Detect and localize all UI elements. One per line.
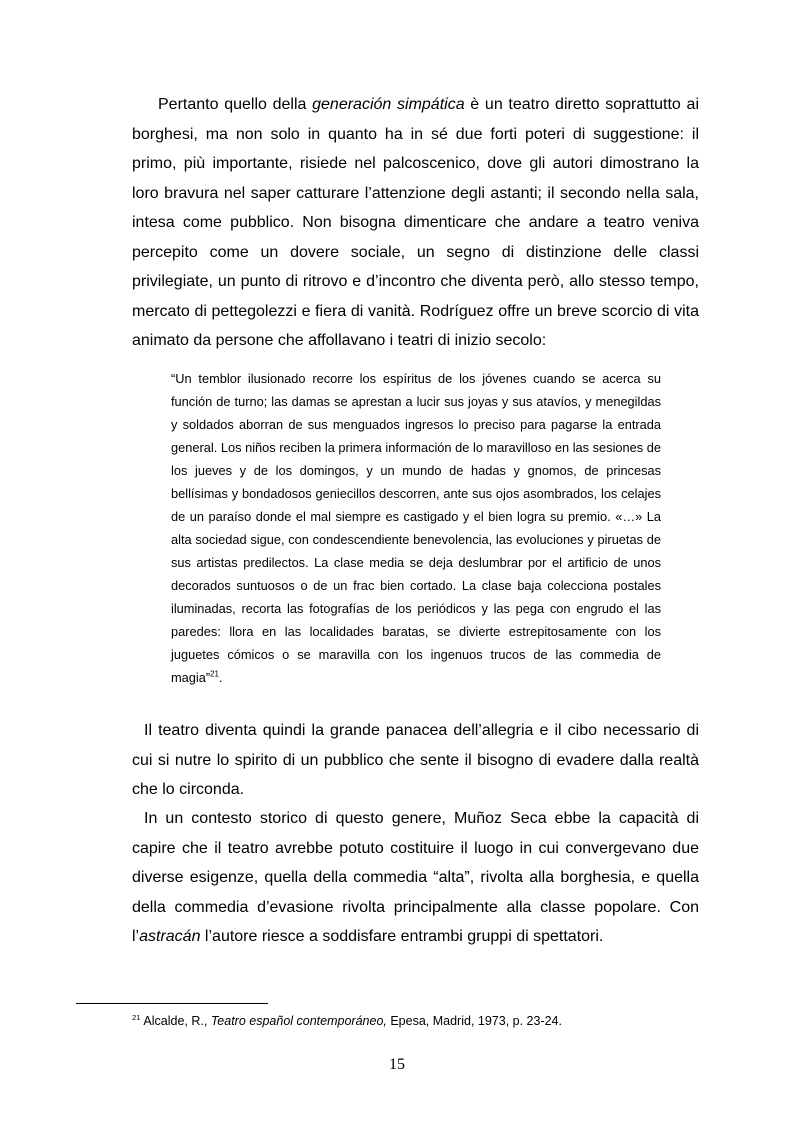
paragraph-3-text-start: In un contesto storico di questo genere, Muñoz Seca ebbe la capacità di capire che il teatro avrebbe potuto costituire il luogo in cui convergevano due diverse esigenze, quella della commedia “alta”, rivolta alla borghesia, e quella della commedia d’evasione rivolta principalmente alla classe popolare. Con l’ — [132, 810, 699, 945]
footnote-italic-title: Teatro español contemporáneo, — [210, 1014, 387, 1028]
paragraph-3-italic-term: astracán — [139, 928, 201, 945]
footnote-text-start: Alcalde, R., — [140, 1014, 211, 1028]
footnote-number: 21 — [132, 1012, 141, 1022]
footnote — [132, 1012, 699, 1030]
footnote-reference[interactable]: 21 — [210, 669, 219, 679]
block-quote — [171, 367, 661, 689]
paragraph-1-italic-term: generación simpática — [312, 96, 465, 113]
block-quote-end: . — [218, 670, 223, 685]
paragraph-3-text-end: l’autore riesce a soddisfare entrambi gruppi di spettatori. — [200, 928, 604, 945]
block-quote-text: “Un temblor ilusionado recorre los espíritus de los jóvenes cuando se acerca su función de turno; las damas se aprestan a lucir sus joyas y sus atavíos, y menegildas y soldados aborran de sus menguados ingresos lo preciso para pagarse la entrada general. Los niños reciben la primera información de lo maravilloso en las sesiones de los jueves y de los domingos, y un mundo de hadas y gnomos, de princesas bellísimas y bondadosos geniecillos descorren, ante sus ojos asombrados, los celajes de un paraíso donde el mal siempre es castigado y el bien logra su premio. «…» La alta sociedad sigue, con condescendiente benevolencia, las evoluciones y piruetas de sus artistas predilectos. La clase media se deja deslumbrar por el artificio de unos decorados suntuosos o de un frac bien cortado. La clase baja colecciona postales iluminadas, recorta las fotografías de los periódicos y las pega con engrudo el las paredes: llora en las localidades baratas, se divierte estrepitosamente con los juguetes cómicos o se maravilla con los ingenuos trucos de las commedia de magia” — [171, 371, 661, 685]
paragraph-3 — [132, 804, 699, 952]
paragraph-1-text-end: è un teatro diretto soprattutto ai borghesi, ma non solo in quanto ha in sé due forti poteri di suggestione: il primo, più importante, risiede nel palcoscenico, dove gli autori dimostrano la loro bravura nel saper catturare l’attenzione degli astanti; il secondo nella sala, intesa come pubblico. Non bisogna dimenticare che andare a teatro veniva percepito come un dovere sociale, un segno di distinzione delle classi privilegiate, un punto di ritrovo e d’incontro che diventa però, allo stesso tempo, mercato di pettegolezzi e fiera di vanità. Rodríguez offre un breve scorcio di vita animato da persone che affollavano i teatri di inizio secolo: — [132, 96, 699, 349]
paragraph-2 — [132, 716, 699, 805]
page-number: 15 — [389, 1056, 405, 1073]
paragraph-2-text: Il teatro diventa quindi la grande panacea dell’allegria e il cibo necessario di cui si nutre lo spirito di un pubblico che sente il bisogno di evadere dalla realtà che lo circonda. — [132, 722, 699, 798]
footnote-separator — [76, 1003, 268, 1004]
paragraph-1 — [132, 90, 699, 356]
footnote-text-end: Epesa, Madrid, 1973, p. 23-24. — [386, 1014, 562, 1028]
paragraph-1-text-start: Pertanto quello della — [158, 96, 313, 113]
